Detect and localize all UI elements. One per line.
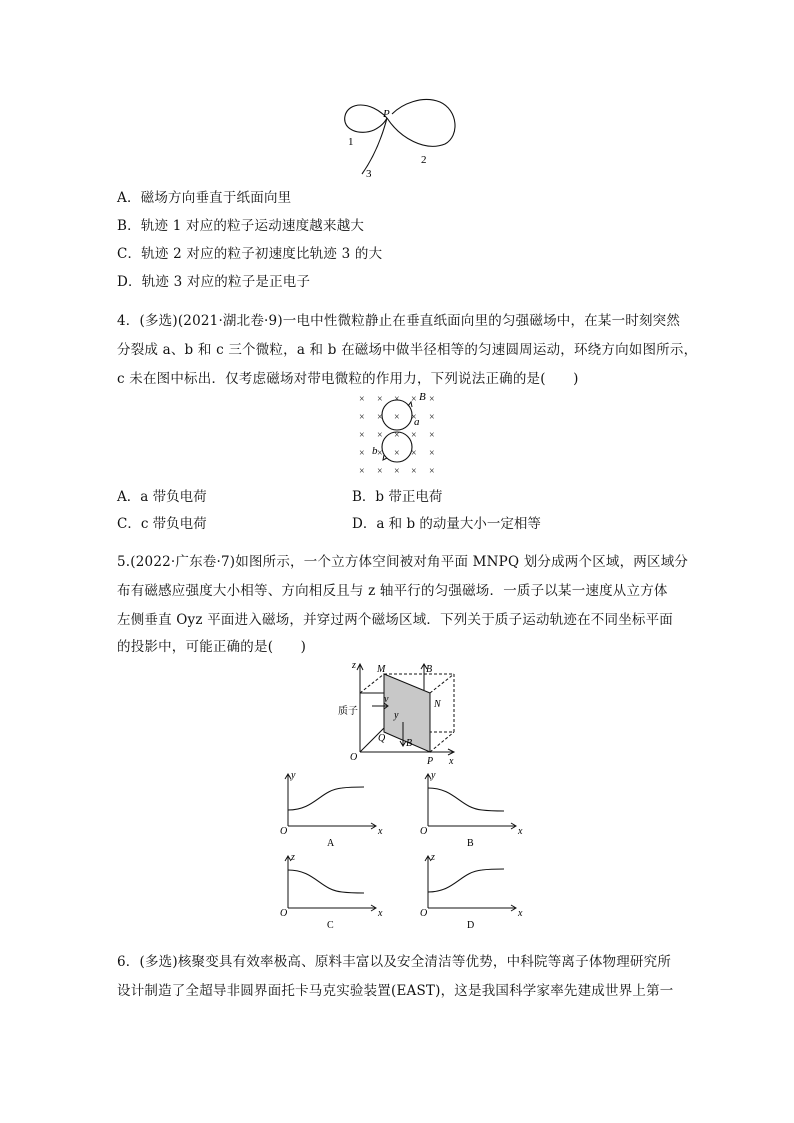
graph-b	[420, 770, 523, 849]
field-cross: ×	[377, 394, 383, 405]
graph-a	[280, 770, 383, 849]
trajectory-1-label: 1	[348, 136, 354, 148]
graph-origin-label: O	[420, 908, 428, 919]
q4-option-c: C．c 带负电荷	[117, 516, 207, 532]
graph-x-axis-label: x	[378, 826, 383, 837]
q6-stem-line-2: 设计制造了全超导非圆界面托卡马克实验装置(EAST)，这是我国科学家率先建成世界上第一	[117, 983, 674, 999]
field-cross: ×	[411, 448, 417, 459]
graph-vertical-axis-label: z	[291, 852, 295, 863]
field-cross: ×	[411, 466, 417, 477]
graph-d	[420, 852, 523, 928]
field-cross: ×	[429, 466, 435, 477]
trajectory-curve	[288, 870, 364, 893]
field-cross: ×	[429, 394, 435, 405]
field-cross: ×	[394, 466, 400, 477]
q4-stem-line-1: 4．(多选)(2021·湖北卷·9)一电中性微粒静止在垂直纸面向里的匀强磁场中，在某一时刻突然	[117, 313, 681, 329]
point-p-label: P	[383, 108, 390, 120]
trajectory-2-label: 2	[421, 154, 427, 166]
graph-origin-label: O	[280, 826, 288, 837]
q4-stem-line-2: 分裂成 a、b 和 c 三个微粒，a 和 b 在磁场中做半径相等的匀速圆周运动，环绕方向如图所示，	[117, 342, 698, 358]
trajectory-figure	[330, 92, 470, 182]
field-cross: ×	[394, 448, 400, 459]
b-up-label: B	[426, 664, 433, 675]
q5-stem-line-2: 布有磁感应强度大小相等、方向相反且与 z 轴平行的匀强磁场．一质子以某一速度从立方体	[117, 583, 668, 599]
b-down-label: B	[406, 738, 413, 749]
q4-option-b: B．b 带正电荷	[352, 489, 443, 505]
z-axis-label: z	[352, 660, 356, 671]
proton-label: 质子	[338, 706, 358, 717]
q4-stem-line-3: c 未在图中标出．仅考虑磁场对带电微粒的作用力，下列说法正确的是( )	[117, 371, 579, 387]
y-axis-label: y	[394, 710, 399, 721]
velocity-label: v	[384, 694, 389, 705]
trajectory-3	[362, 118, 387, 174]
graph-x-axis-label: x	[378, 908, 383, 919]
graph-origin-label: O	[420, 826, 428, 837]
point-q-label: Q	[378, 733, 386, 744]
point-n-label: N	[434, 699, 441, 710]
trajectory-3-label: 3	[366, 168, 372, 180]
q4-option-a: A．a 带负电荷	[117, 489, 207, 505]
trajectory-curve	[288, 787, 364, 810]
magnetic-field-figure	[350, 385, 450, 477]
field-cross: ×	[394, 394, 400, 405]
q3-option-a: A．磁场方向垂直于纸面向里	[117, 190, 292, 206]
field-cross: ×	[429, 448, 435, 459]
q4-option-d: D．a 和 b 的动量大小一定相等	[352, 516, 541, 532]
field-cross: ×	[359, 448, 365, 459]
field-cross: ×	[359, 394, 365, 405]
graph-letter-label: B	[467, 838, 474, 849]
field-cross: ×	[429, 412, 435, 423]
q3-option-c: C．轨迹 2 对应的粒子初速度比轨迹 3 的大	[117, 246, 383, 262]
trajectory-1	[345, 105, 387, 132]
particle-b-label: b	[372, 445, 378, 457]
q5-stem-line-3: 左侧垂直 Oyz 平面进入磁场，并穿过两个磁场区域．下列关于质子运动轨迹在不同坐标平面	[117, 612, 673, 628]
field-cross: ×	[394, 412, 400, 423]
graph-x-axis-label: x	[518, 908, 523, 919]
field-cross: ×	[411, 412, 417, 423]
field-cross: ×	[359, 430, 365, 441]
field-cross: ×	[377, 430, 383, 441]
q3-option-d: D．轨迹 3 对应的粒子是正电子	[117, 274, 311, 290]
field-cross: ×	[411, 430, 417, 441]
field-cross: ×	[411, 394, 417, 405]
graph-letter-label: C	[327, 920, 334, 928]
point-m-label: M	[377, 664, 386, 675]
graph-vertical-axis-label: z	[431, 852, 435, 863]
trajectory-curve	[428, 788, 504, 811]
answer-graphs	[270, 768, 530, 928]
point-p-label: P	[427, 756, 434, 767]
q5-stem-line-1: 5.(2022·广东卷·7)如图所示，一个立方体空间被对角平面 MNPQ 划分成两个区域，两区域分	[117, 554, 689, 570]
graph-x-axis-label: x	[518, 826, 523, 837]
q3-option-b: B．轨迹 1 对应的粒子运动速度越来越大	[117, 218, 365, 234]
field-cross: ×	[377, 466, 383, 477]
graph-vertical-axis-label: y	[291, 770, 296, 781]
particle-a-label: a	[414, 416, 420, 428]
trajectory-curve	[428, 869, 504, 892]
graph-letter-label: D	[467, 920, 475, 928]
graph-letter-label: A	[327, 838, 335, 849]
q6-stem-line-1: 6．(多选)核聚变具有效率极高、原料丰富以及安全清洁等优势，中科院等离子体物理研究所	[117, 954, 672, 970]
field-cross: ×	[394, 430, 400, 441]
b-field-label: B	[419, 391, 426, 403]
graph-origin-label: O	[280, 908, 288, 919]
origin-label: O	[350, 752, 358, 763]
field-cross: ×	[359, 466, 365, 477]
graph-vertical-axis-label: y	[431, 770, 436, 781]
trajectory-2	[387, 100, 455, 147]
field-cross: ×	[359, 412, 365, 423]
field-cross: ×	[377, 412, 383, 423]
field-cross: ×	[377, 448, 383, 459]
field-cross: ×	[429, 430, 435, 441]
field-cross-grid	[359, 394, 435, 477]
cube-figure	[330, 660, 470, 770]
q5-stem-line-4: 的投影中，可能正确的是( )	[117, 639, 307, 655]
x-axis-label: x	[449, 756, 454, 767]
graph-c	[280, 852, 383, 928]
